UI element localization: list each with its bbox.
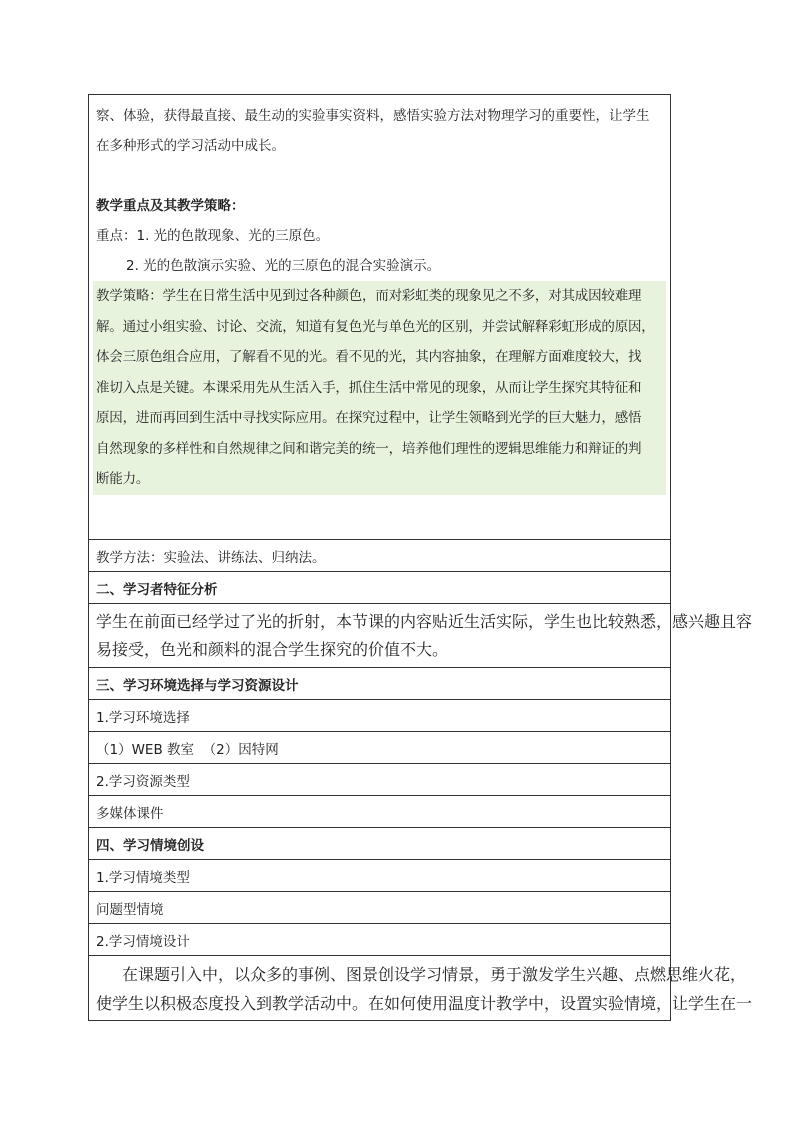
learner-line: 学生在前面已经学过了光的折射，本节课的内容贴近生活实际，学生也比较熟悉，感兴趣且容 bbox=[96, 612, 753, 631]
strategy-line: 原因，进而再回到生活中寻找实际应用。在探究过程中，让学生领略到光学的巨大魅力，感悟 bbox=[96, 410, 642, 426]
teaching-methods-row bbox=[89, 540, 670, 572]
strategy-line: 自然现象的多样性和自然规律之间和谐完美的统一，培养他们理性的逻辑思维能力和辩证的判 bbox=[96, 440, 642, 457]
key-point-item: 2. 光的色散演示实验、光的三原色的混合实验演示。 bbox=[126, 258, 441, 274]
resource-heading: 2.学习资源类型 bbox=[96, 773, 190, 790]
section-heading-environment bbox=[89, 668, 670, 700]
learner-analysis-cell bbox=[89, 604, 753, 668]
intro-line: 察、体验，获得最直接、最生动的实验事实资料，感悟实验方法对物理学习的重要性，让学生 bbox=[96, 108, 650, 124]
section-heading-learner bbox=[89, 572, 670, 604]
section-heading-situation bbox=[89, 828, 670, 860]
env-heading: 1.学习环境选择 bbox=[96, 709, 190, 726]
design-line: 使学生以积极态度投入到教学活动中。在如何使用温度计教学中，设置实验情境，让学生在一 bbox=[96, 994, 753, 1013]
intro-line: 在多种形式的学习活动中成长。 bbox=[96, 138, 285, 154]
strategy-paragraph bbox=[93, 281, 666, 495]
design-line: 在课题引入中，以众多的事例、图景创设学习情景，勇于激发学生兴趣、点燃思维火花， bbox=[122, 965, 747, 984]
situation-type-value-row bbox=[89, 892, 670, 924]
situation-design-heading: 2.学习情境设计 bbox=[96, 933, 190, 950]
learner-line: 易接受，色光和颜料的混合学生探究的价值不大。 bbox=[96, 640, 449, 659]
env-heading-row bbox=[89, 700, 670, 732]
section-title: 三、学习环境选择与学习资源设计 bbox=[96, 677, 299, 694]
strategy-line: 解。通过小组实验、讨论、交流，知道有复色光与单色光的区别，并尝试解释彩虹形成的原因， bbox=[96, 318, 655, 335]
strategy-line: 准切入点是关键。本课采用先从生活入手，抓住生活中常见的现象，从而让学生探究其特征和 bbox=[96, 379, 642, 396]
env-options: （1）WEB 教室 （2）因特网 bbox=[96, 741, 279, 758]
situation-type-value: 问题型情境 bbox=[96, 901, 164, 918]
strategy-cell bbox=[89, 95, 670, 540]
situation-type-heading-row bbox=[89, 860, 670, 892]
key-point-item: 重点：1. 光的色散现象、光的三原色。 bbox=[96, 228, 330, 244]
resource-heading-row bbox=[89, 764, 670, 796]
env-options-row bbox=[89, 732, 670, 764]
lesson-plan-table bbox=[88, 94, 753, 1021]
strategy-line: 断能力。 bbox=[96, 471, 150, 487]
section-title: 二、学习者特征分析 bbox=[96, 581, 218, 598]
strategy-line: 体会三原色组合应用，了解看不见的光。看不见的光，其内容抽象，在理解方面难度较大，找 bbox=[96, 349, 642, 365]
situation-design-cell bbox=[89, 956, 753, 1020]
section-title: 四、学习情境创设 bbox=[96, 837, 204, 854]
teaching-methods-text: 教学方法：实验法、讲练法、归纳法。 bbox=[96, 549, 326, 566]
resource-value-row bbox=[89, 796, 670, 828]
key-points-heading: 教学重点及其教学策略： bbox=[96, 198, 245, 214]
strategy-line: 教学策略：学生在日常生活中见到过各种颜色，而对彩虹类的现象见之不多，对其成因较难理 bbox=[96, 288, 642, 304]
situation-type-heading: 1.学习情境类型 bbox=[96, 869, 190, 886]
situation-design-heading-row bbox=[89, 924, 670, 956]
resource-value: 多媒体课件 bbox=[96, 805, 164, 822]
